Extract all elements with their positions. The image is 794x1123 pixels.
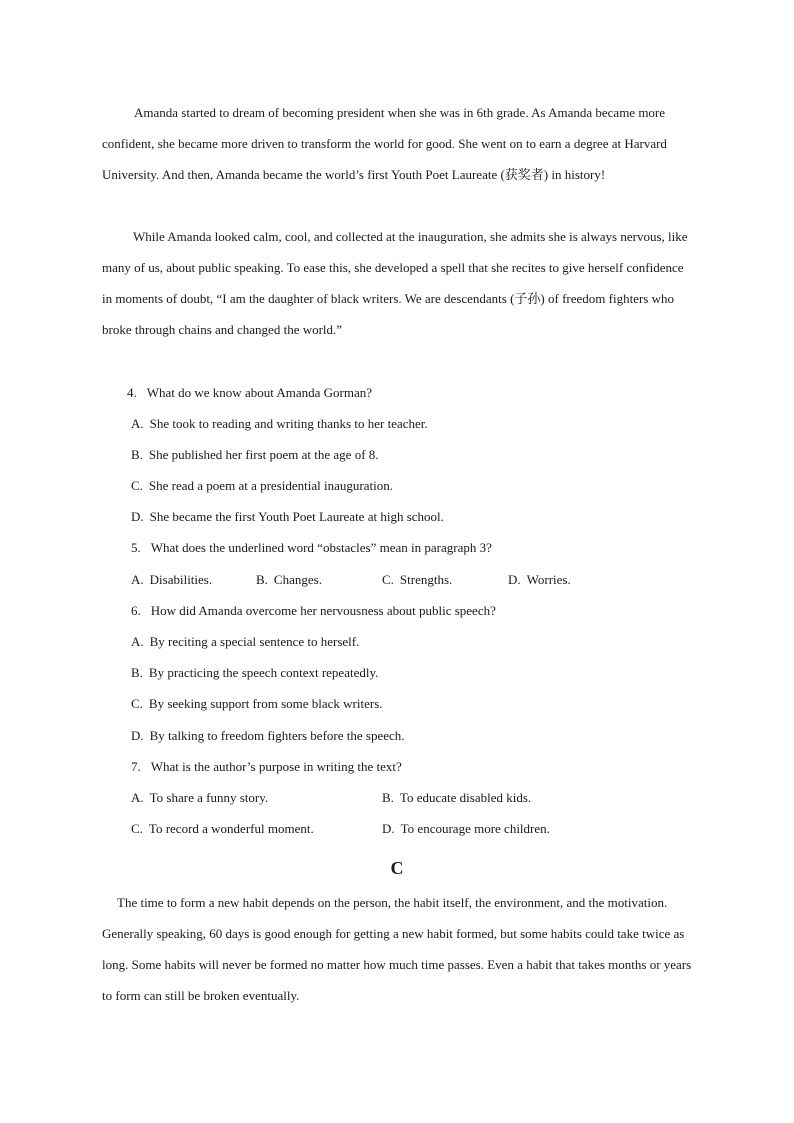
question-text: What does the underlined word “obstacles” mean in paragraph 3? [150, 540, 492, 555]
option-letter: B. [131, 665, 143, 680]
option-5a[interactable] [131, 572, 212, 588]
option-letter: B. [256, 572, 268, 587]
option-letter: D. [131, 728, 144, 743]
option-6d[interactable] [131, 728, 405, 744]
question-text: What do we know about Amanda Gorman? [146, 385, 373, 400]
option-4b[interactable] [131, 447, 379, 463]
option-text: Strengths. [399, 572, 453, 587]
passage-paragraph-1: Amanda started to dream of becoming president when she was in 6th grade. As Amanda became more confident, she became more driven to transform the world for good. She went on to earn a degree at Harvard University. And then, Amanda became the world’s first Youth Poet Laureate (获奖者) in history! [102, 105, 667, 182]
option-6c[interactable] [131, 696, 383, 712]
question-number: 4. [127, 385, 137, 400]
option-text: By reciting a special sentence to herself. [149, 634, 360, 649]
question-number: 7. [131, 759, 141, 774]
option-letter: A. [131, 634, 144, 649]
option-text: She read a poem at a presidential inauguration. [148, 478, 393, 493]
option-7c[interactable] [131, 821, 314, 837]
option-7b[interactable] [382, 790, 531, 806]
section-c-paragraph-1: The time to form a new habit depends on the person, the habit itself, the environment, and the motivation. Generally speaking, 60 days is good enough for getting a new habit formed, but some habits could take twice as long. Some habits will never be formed no matter how much time passes. Even a habit that takes months or years to form can still be broken eventually. [102, 895, 692, 1003]
option-letter: A. [131, 572, 144, 587]
option-text: By practicing the speech context repeatedly. [148, 665, 379, 680]
option-letter: D. [508, 572, 521, 587]
option-5b[interactable] [256, 572, 322, 588]
option-text: She became the first Youth Poet Laureate at high school. [149, 509, 444, 524]
option-text: She published her first poem at the age of 8. [148, 447, 379, 462]
option-text: To encourage more children. [400, 821, 550, 836]
option-5c[interactable] [382, 572, 452, 588]
question-6 [131, 603, 496, 619]
option-letter: D. [131, 509, 144, 524]
option-text: Worries. [526, 572, 571, 587]
option-text: Disabilities. [149, 572, 213, 587]
option-text: Changes. [273, 572, 322, 587]
option-6a[interactable] [131, 634, 359, 650]
option-text: To share a funny story. [149, 790, 269, 805]
option-text: By seeking support from some black writers. [148, 696, 383, 711]
option-letter: A. [131, 790, 144, 805]
question-text: How did Amanda overcome her nervousness about public speech? [150, 603, 496, 618]
option-4c[interactable] [131, 478, 393, 494]
passage-paragraph-2: While Amanda looked calm, cool, and collected at the inauguration, she admits she is always nervous, like many of us, about public speaking. To ease this, she developed a spell that she recites to give herself confidence in moments of doubt, “I am the daughter of black writers. We are descendants (子孙) of freedom fighters who broke through chains and changed the world.” [102, 229, 688, 337]
option-letter: C. [382, 572, 394, 587]
option-text: She took to reading and writing thanks to her teacher. [149, 416, 428, 431]
option-4d[interactable] [131, 509, 444, 525]
section-c-heading: C [390, 858, 404, 878]
option-6b[interactable] [131, 665, 378, 681]
option-letter: A. [131, 416, 144, 431]
option-7d[interactable] [382, 821, 550, 837]
option-text: By talking to freedom fighters before the speech. [149, 728, 405, 743]
question-number: 5. [131, 540, 141, 555]
option-letter: D. [382, 821, 395, 836]
question-5 [131, 540, 492, 556]
option-letter: C. [131, 478, 143, 493]
option-7a[interactable] [131, 790, 268, 806]
question-7 [131, 759, 402, 775]
question-number: 6. [131, 603, 141, 618]
option-5d[interactable] [508, 572, 571, 588]
question-4 [127, 385, 372, 401]
option-letter: B. [382, 790, 394, 805]
option-letter: B. [131, 447, 143, 462]
option-text: To record a wonderful moment. [148, 821, 314, 836]
option-letter: C. [131, 696, 143, 711]
question-text: What is the author’s purpose in writing the text? [150, 759, 402, 774]
option-text: To educate disabled kids. [399, 790, 532, 805]
option-4a[interactable] [131, 416, 428, 432]
option-letter: C. [131, 821, 143, 836]
